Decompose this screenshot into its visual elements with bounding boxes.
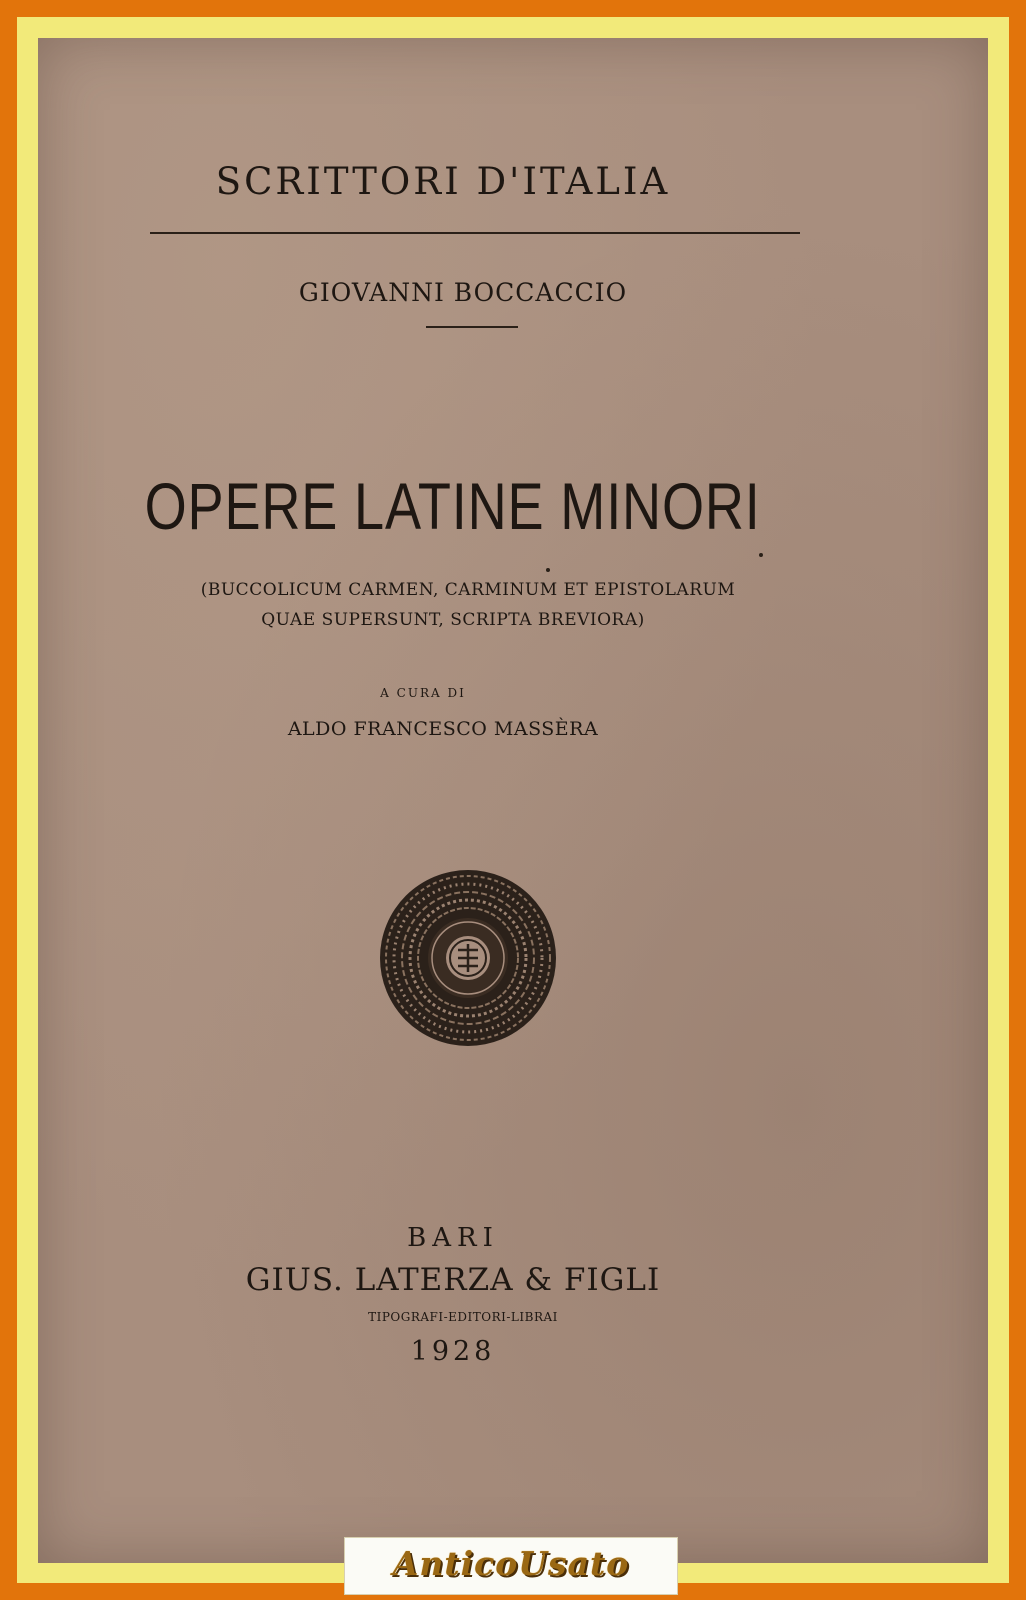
publisher-name: GIUS. LATERZA & FIGLI xyxy=(245,1262,661,1298)
author-name: GIOVANNI BOCCACCIO xyxy=(298,278,628,307)
book-cover xyxy=(38,38,988,1563)
series-rule xyxy=(150,232,800,234)
watermark-badge xyxy=(344,1537,678,1595)
publication-year: 1928 xyxy=(410,1336,496,1367)
author-rule xyxy=(426,326,518,328)
publisher-trades: TIPOGRAFI-EDITORI-LIBRAI xyxy=(368,1310,558,1324)
subtitle-line-2: QUAE SUPERSUNT, SCRIPTA BREVIORA) xyxy=(261,610,645,630)
editor-name: ALDO FRANCESCO MASSÈRA xyxy=(287,718,599,740)
subtitle-line-1: (BUCCOLICUM CARMEN, CARMINUM ET EPISTOLARUM xyxy=(200,580,736,600)
edited-by-label: A CURA DI xyxy=(380,686,466,700)
series-title: SCRITTORI D'ITALIA xyxy=(215,160,671,203)
publication-city: BARI xyxy=(407,1223,499,1253)
speck xyxy=(546,568,550,572)
publisher-seal-icon xyxy=(378,868,558,1048)
book-title: OPERE LATINE MINORI xyxy=(144,469,761,543)
watermark-text: AnticoUsato xyxy=(392,1544,630,1583)
speck xyxy=(759,553,763,557)
